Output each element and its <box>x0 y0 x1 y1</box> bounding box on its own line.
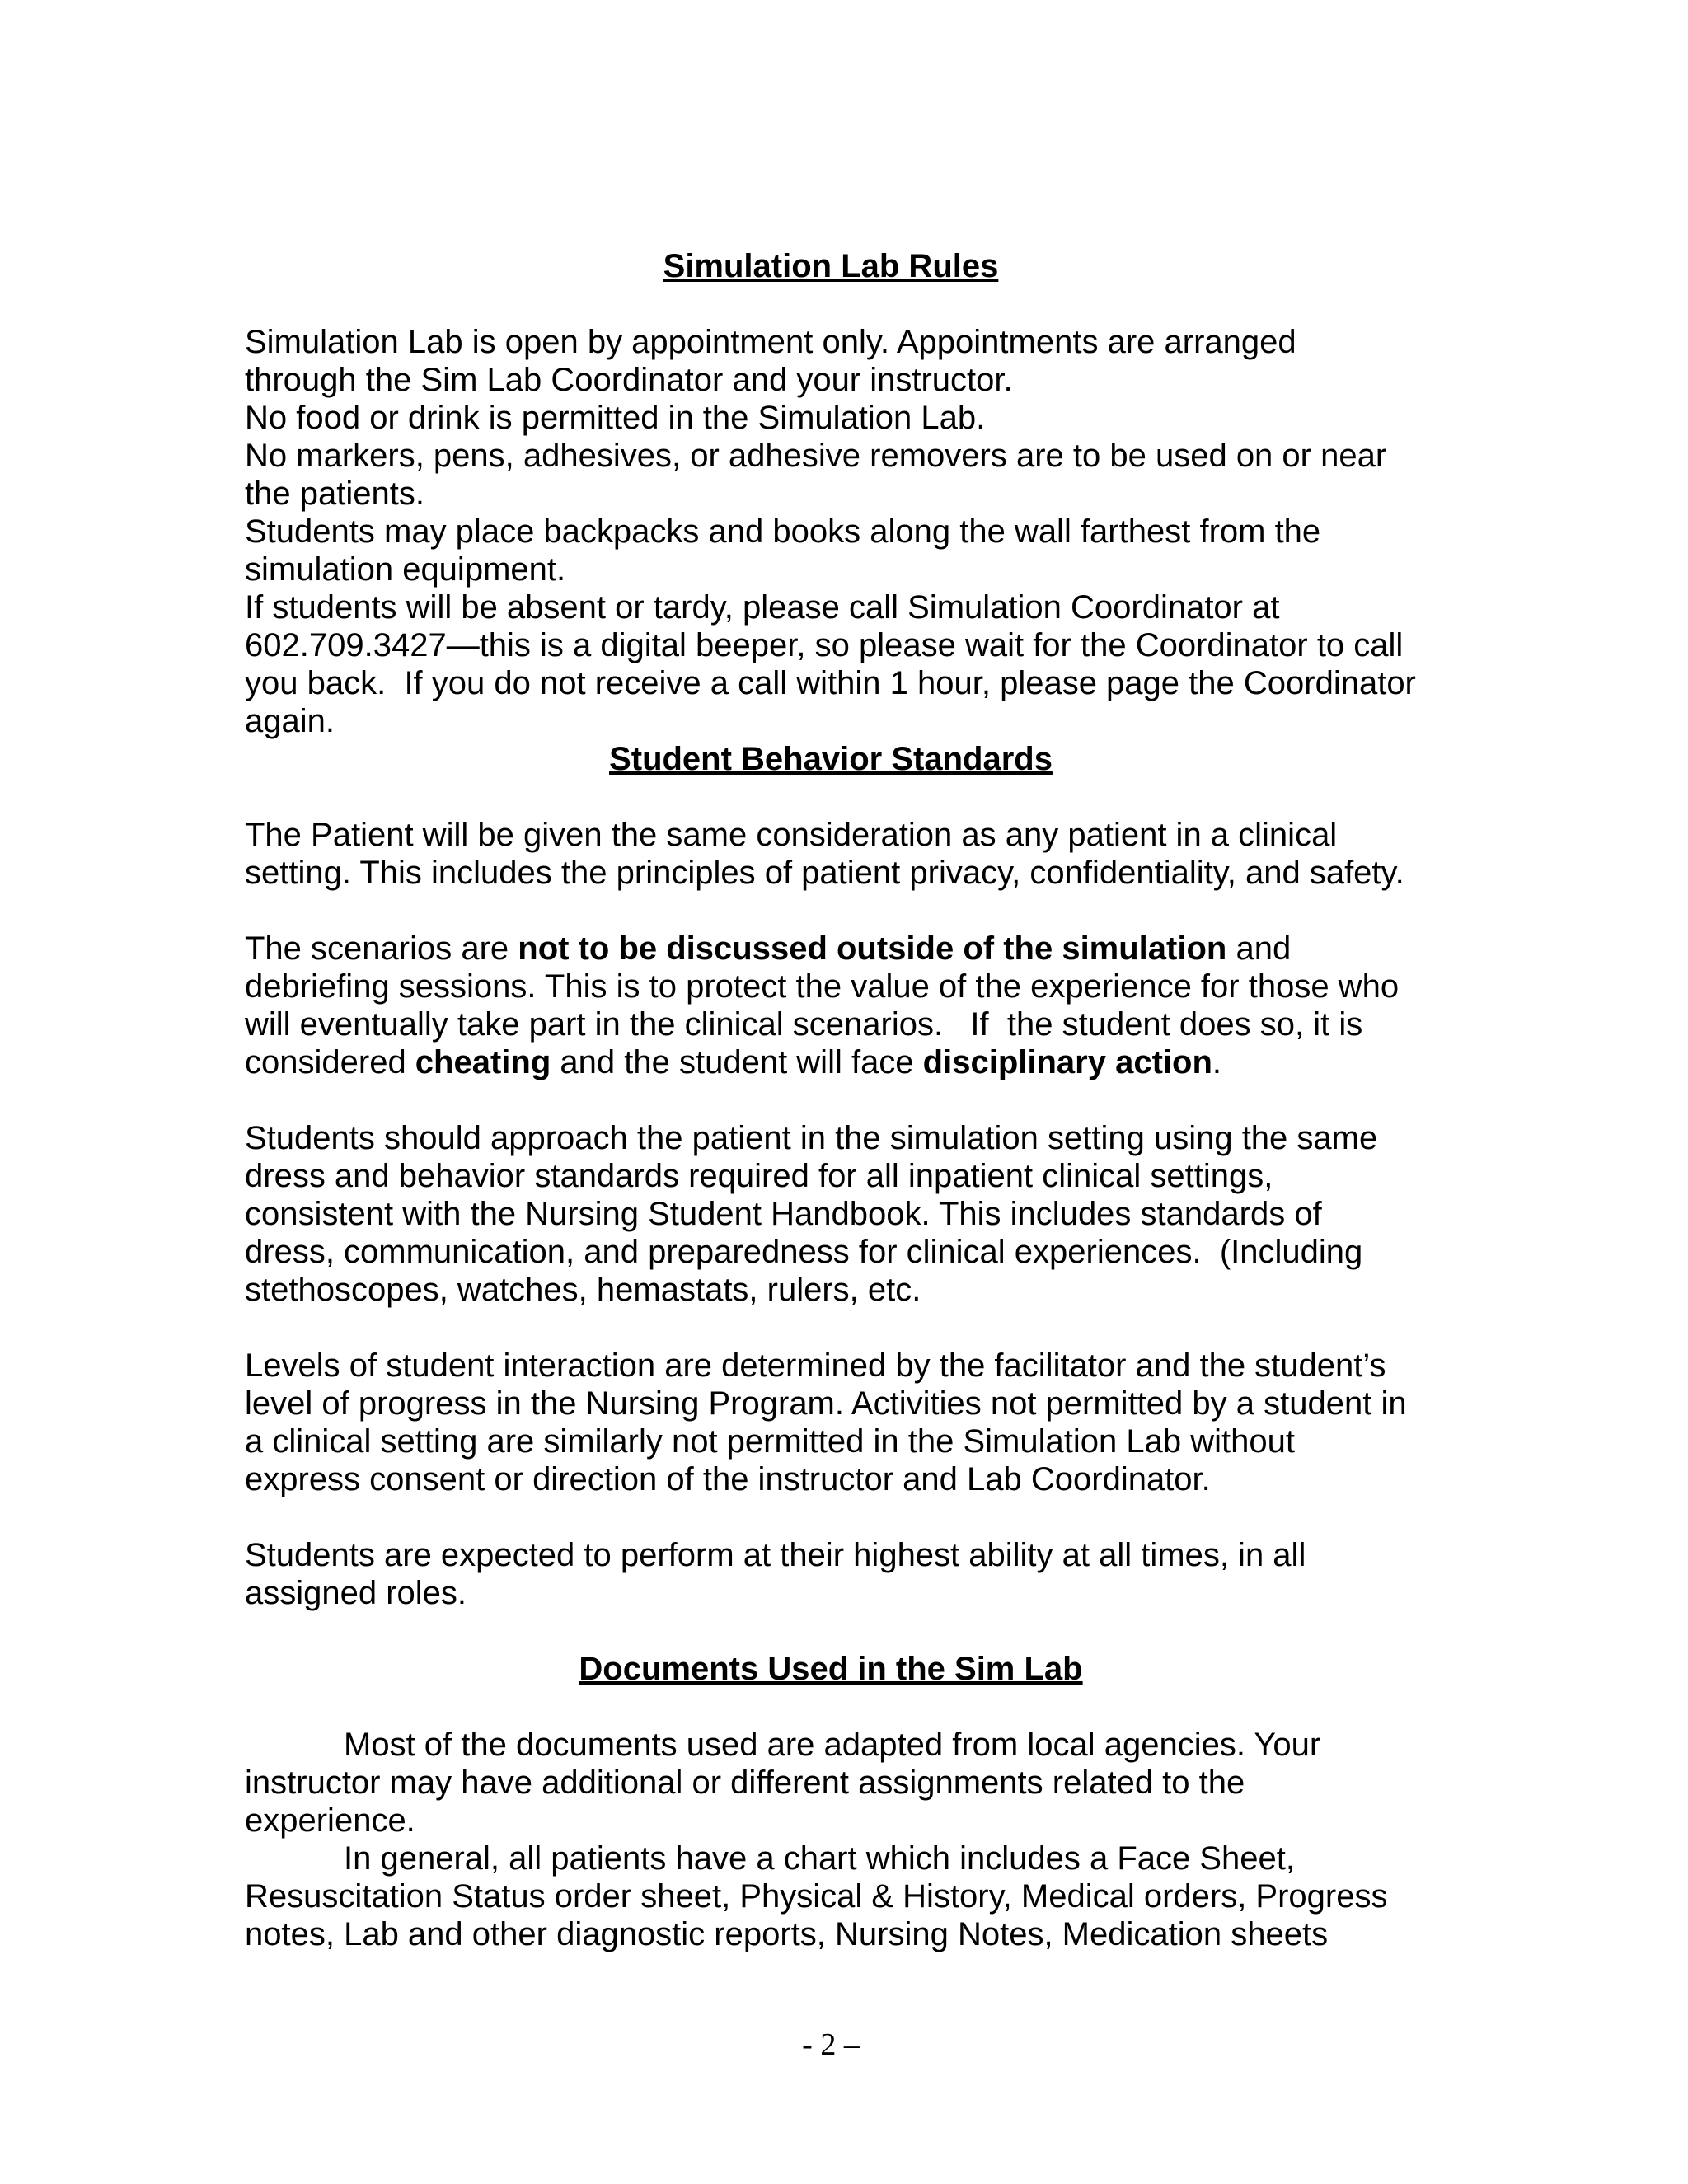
paragraph <box>245 1536 1417 1612</box>
paragraph <box>245 323 1417 399</box>
bold-text-run: disciplinary action <box>922 1044 1212 1080</box>
paragraph <box>245 1347 1417 1498</box>
text-run: Simulation Lab is open by appointment only. Appointments are arranged through the Sim Lab Coordinator and your instructor. <box>245 324 1306 398</box>
bold-text-run: not to be discussed outside of the simulation <box>518 930 1227 967</box>
text-run: and debriefing sessions. This is to protect the value of the experience for those who will eventually take part in the clinical scenarios. If the student does so, it is considered <box>245 930 1409 1080</box>
section-heading-text: Documents Used in the Sim Lab <box>579 1651 1083 1687</box>
text-run: In general, all patients have a chart which includes a Face Sheet, Resuscitation Status order sheet, Physical & History, Medical orders, Progress notes, Lab and other diagnostic reports, Nursing Notes, Medication sheets <box>245 1840 1397 1952</box>
paragraph <box>245 588 1426 740</box>
text-run: Levels of student interaction are determined by the facilitator and the student’s level of progress in the Nursing Program. Activities not permitted by a student in a clinical setting are similarly not permitted in the Simulation Lab without express consent or direction of the instructor and Lab Coordinator. <box>245 1347 1416 1497</box>
paragraph <box>245 399 1417 437</box>
paragraph <box>245 437 1417 513</box>
text-run: and the student will face <box>551 1044 923 1080</box>
paragraph <box>245 1726 1417 1840</box>
section-heading-text: Simulation Lab Rules <box>663 248 999 284</box>
text-run: No markers, pens, adhesives, or adhesive removers are to be used on or near the patients. <box>245 438 1396 512</box>
paragraph <box>245 930 1417 1081</box>
section-heading <box>245 1650 1417 1688</box>
text-run: Students may place backpacks and books along the wall farthest from the simulation equipment. <box>245 513 1330 588</box>
text-run: The Patient will be given the same consideration as any patient in a clinical setting. This includes the principles of patient privacy, confidentiality, and safety. <box>245 817 1404 891</box>
paragraph <box>245 1119 1417 1309</box>
bold-text-run: cheating <box>415 1044 551 1080</box>
text-run: . <box>1212 1044 1222 1080</box>
text-run: If students will be absent or tardy, please call Simulation Coordinator at 602.709.3427—this is a digital beeper, so please wait for the Coordinator to call you back. If you do not receive a call within 1 hour, please page the Coordinator again. <box>245 589 1426 739</box>
paragraph <box>245 513 1417 588</box>
text-run: Students should approach the patient in the simulation setting using the same dress and behavior standards required for all inpatient clinical settings, consistent with the Nursing Student Handbook. This includes standards of dress, communication, and preparedness for clinical experiences. (Including stethoscopes, watches, hemastats, rulers, etc. <box>245 1120 1387 1308</box>
text-run: No food or drink is permitted in the Simulation Lab. <box>245 400 986 436</box>
paragraph <box>245 1840 1417 1953</box>
paragraph <box>245 816 1417 892</box>
section-heading <box>245 740 1417 778</box>
page-number-footer: - 2 – <box>802 2027 860 2062</box>
section-heading-text: Student Behavior Standards <box>609 741 1053 777</box>
text-run: Students are expected to perform at their highest ability at all times, in all assigned roles. <box>245 1537 1315 1611</box>
document-body <box>245 247 1426 1953</box>
section-heading <box>245 247 1417 285</box>
text-run: Most of the documents used are adapted from local agencies. Your instructor may have additional or different assignments related to the experience. <box>245 1727 1330 1839</box>
text-run: The scenarios are <box>245 930 518 967</box>
